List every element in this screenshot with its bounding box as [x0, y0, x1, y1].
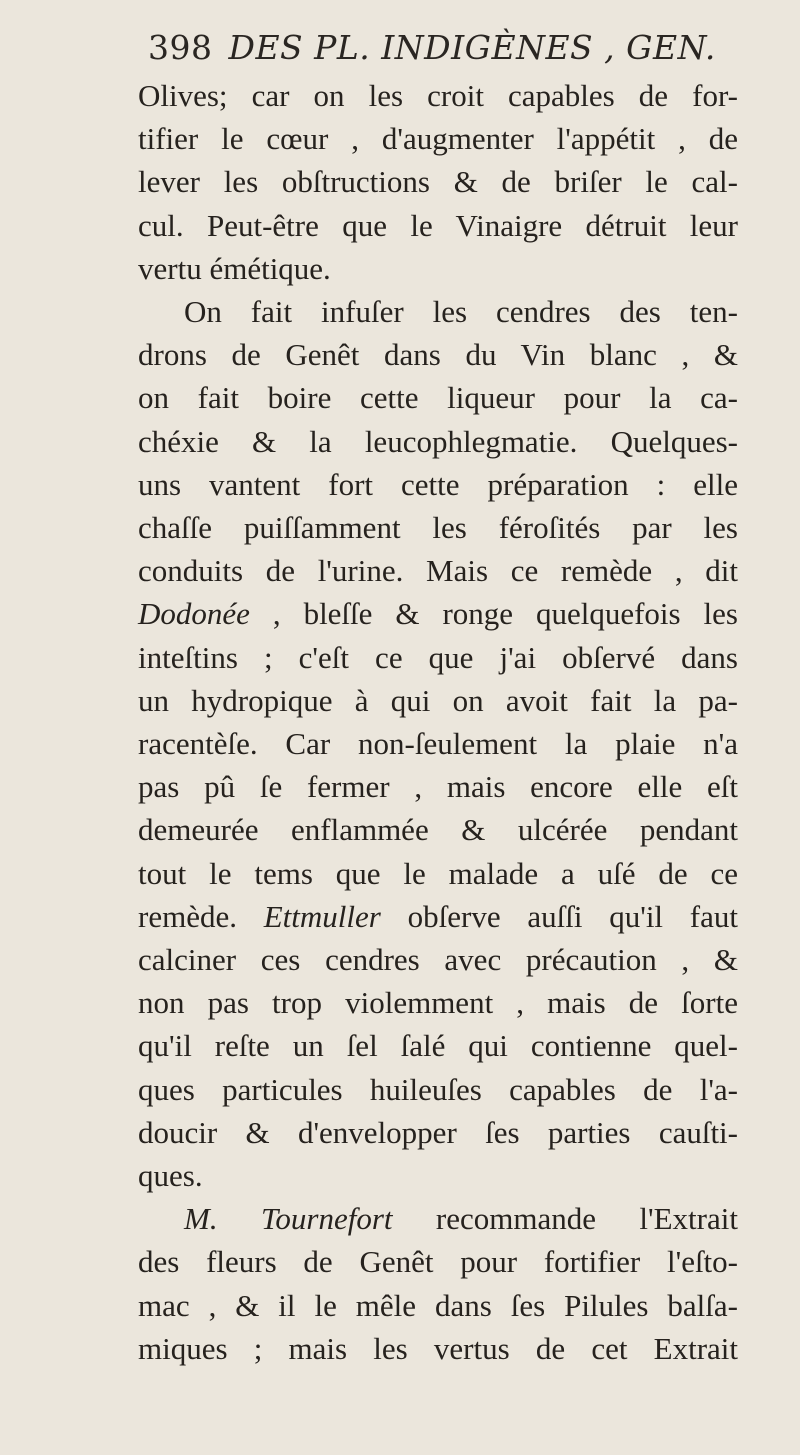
text-line: conduits de l'urine. Mais ce remède , dit [138, 553, 738, 589]
text-line: calciner ces cendres avec précaution , & [138, 942, 738, 978]
text-line: racentèſe. Car non-ſeulement la plaie n'a [138, 726, 738, 762]
text-line: drons de Genêt dans du Vin blanc , & [138, 337, 738, 373]
text-line: tout le tems que le malade a uſé de ce [138, 855, 738, 891]
text-line: ques particules huileuſes capables de l'a- [138, 1071, 738, 1107]
text-line: qu'il reſte un ſel ſalé qui contienne quel- [138, 1028, 738, 1064]
text-line: des fleurs de Genêt pour fortifier l'eſto- [138, 1244, 738, 1280]
text-line: un hydropique à qui on avoit fait la pa- [138, 682, 738, 718]
text-line: chéxie & la leucophlegmatie. Quelques- [138, 423, 738, 459]
author-name: M. Tournefort [184, 1201, 393, 1237]
text-line: pas pû ſe fermer , mais encore elle eſt [138, 769, 738, 805]
author-name: Dodonée [138, 596, 250, 632]
text-line: demeurée enflammée & ulcérée pendant [138, 812, 738, 848]
running-title: DES PL. INDIGÈNES , GEN. [228, 28, 716, 67]
text-line: inteſtins ; c'eſt ce que j'ai obſervé dans [138, 639, 738, 675]
body-text [138, 74, 738, 1370]
text-line: M. Tournefort recommande l'Extrait [184, 1201, 738, 1237]
text-line: on fait boire cette liqueur pour la ca- [138, 380, 738, 416]
text-line: doucir & d'envelopper ſes parties cauſti- [138, 1114, 738, 1150]
page-number: 398 [148, 28, 213, 67]
text-line: vertu émétique. [138, 250, 331, 286]
text-line: uns vantent fort cette préparation : elle [138, 466, 738, 502]
text-line: ques. [138, 1158, 203, 1194]
text-line: tifier le cœur , d'augmenter l'appétit , de [138, 121, 738, 157]
running-header [148, 28, 716, 67]
text-line: chaſſe puiſſamment les féroſités par les [138, 510, 738, 546]
author-name: Ettmuller [263, 898, 381, 934]
text-line: non pas trop violemment , mais de ſorte [138, 985, 738, 1021]
text-line: On fait infuſer les cendres des ten- [184, 294, 738, 330]
text-line: remède. Ettmuller obſerve auſſi qu'il faut [138, 898, 739, 934]
text-line: cul. Peut-être que le Vinaigre détruit leur [138, 207, 738, 243]
text-line: miques ; mais les vertus de cet Extrait [138, 1330, 738, 1366]
text-line: Olives; car on les croit capables de for- [138, 78, 738, 113]
text-line: lever les obſtructions & de briſer le cal- [138, 164, 738, 200]
text-line: mac , & il le mêle dans ſes Pilules balſa- [138, 1287, 738, 1323]
text-line: Dodonée , bleſſe & ronge quelquefois les [138, 596, 738, 632]
